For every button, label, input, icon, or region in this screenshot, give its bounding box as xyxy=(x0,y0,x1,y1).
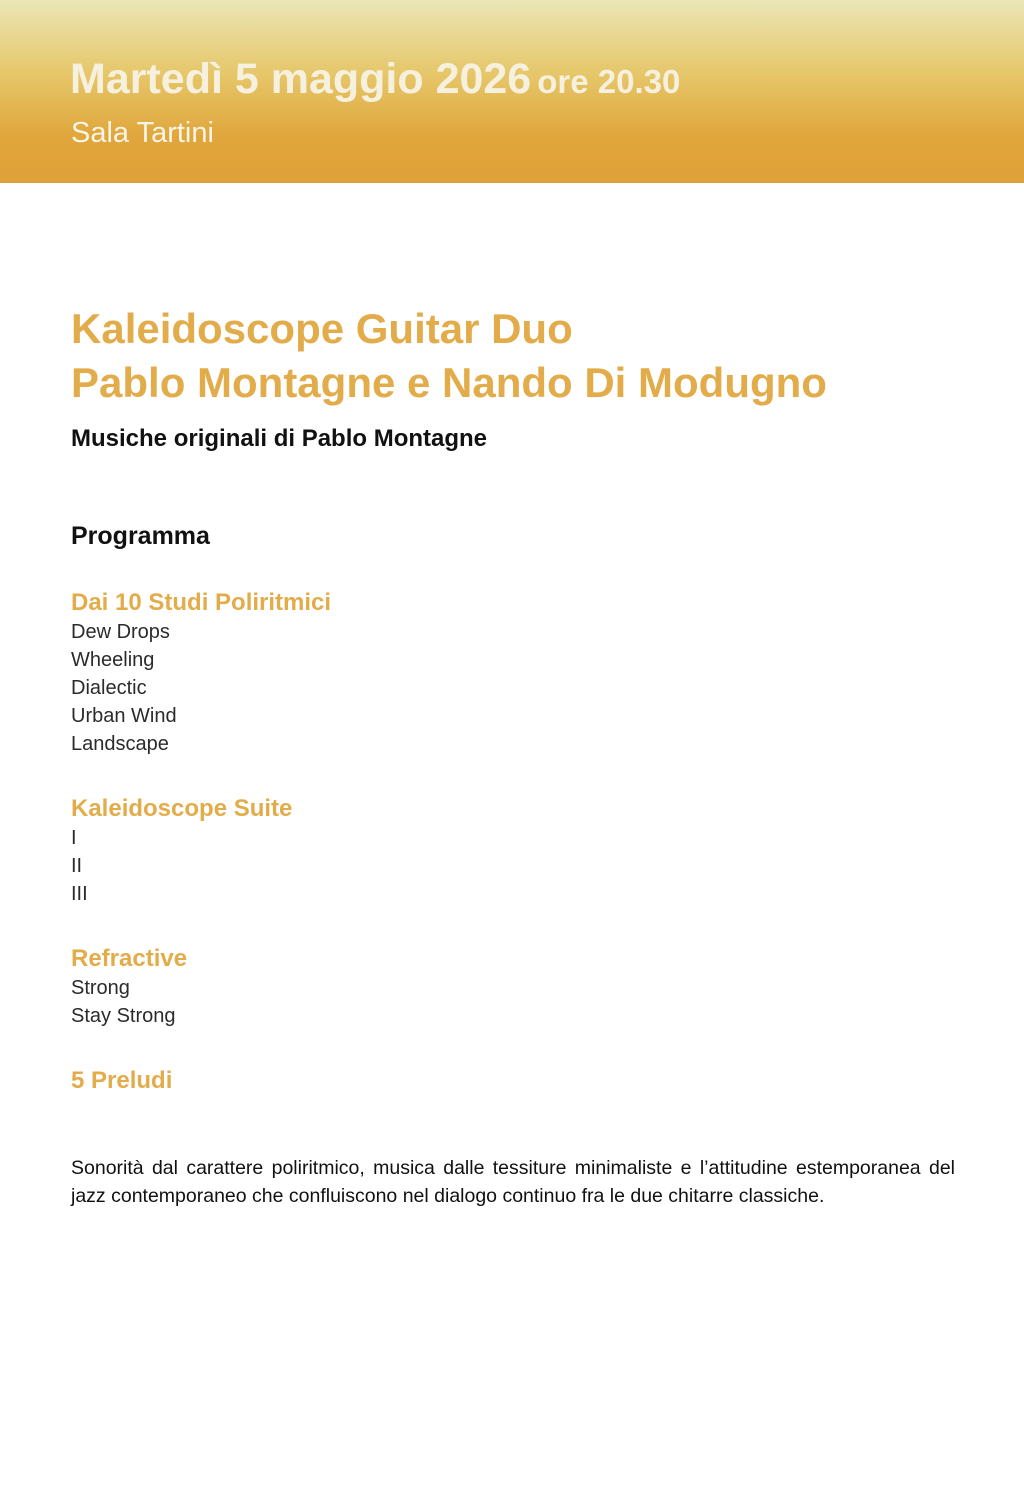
event-date-day: Martedì 5 maggio 2026 xyxy=(70,55,532,103)
program-section-refractive xyxy=(71,944,187,1030)
piece-list xyxy=(71,824,292,908)
piece-item: Dew Drops xyxy=(71,621,170,643)
piece-item: Wheeling xyxy=(71,649,155,671)
event-venue: Sala Tartini xyxy=(71,117,214,149)
program-section-suite xyxy=(71,794,292,908)
section-title: 5 Preludi xyxy=(71,1067,173,1094)
piece-item: I xyxy=(71,827,77,849)
piece-item: II xyxy=(71,855,83,877)
piece-item: Strong xyxy=(71,977,130,999)
piece-list xyxy=(71,618,331,758)
program-section-studi xyxy=(71,588,331,758)
piece-item: Stay Strong xyxy=(71,1005,176,1027)
piece-item: Urban Wind xyxy=(71,705,177,727)
concert-title xyxy=(71,302,827,410)
section-title: Refractive xyxy=(71,945,188,972)
event-time: ore 20.30 xyxy=(537,63,681,100)
concert-title-ensemble: Kaleidoscope Guitar Duo xyxy=(71,305,573,352)
program-section-preludi xyxy=(71,1066,172,1096)
piece-item: Landscape xyxy=(71,733,169,755)
concert-subtitle: Musiche originali di Pablo Montagne xyxy=(71,425,488,452)
concert-description: Sonorità dal carattere poliritmico, musica dalle tessiture minimaliste e l’attitudine estemporanea del jazz contemporaneo che confluiscono nel dialogo continuo fra le due chitarre classiche. xyxy=(71,1157,955,1207)
event-date xyxy=(70,55,681,103)
piece-list xyxy=(71,974,187,1030)
section-title: Kaleidoscope Suite xyxy=(71,795,293,822)
section-title: Dai 10 Studi Poliritmici xyxy=(71,589,332,616)
header-band xyxy=(0,0,1024,183)
concert-title-performers: Pablo Montagne e Nando Di Modugno xyxy=(71,359,827,406)
piece-item: III xyxy=(71,883,88,905)
program-heading: Programma xyxy=(71,522,210,550)
piece-item: Dialectic xyxy=(71,677,147,699)
